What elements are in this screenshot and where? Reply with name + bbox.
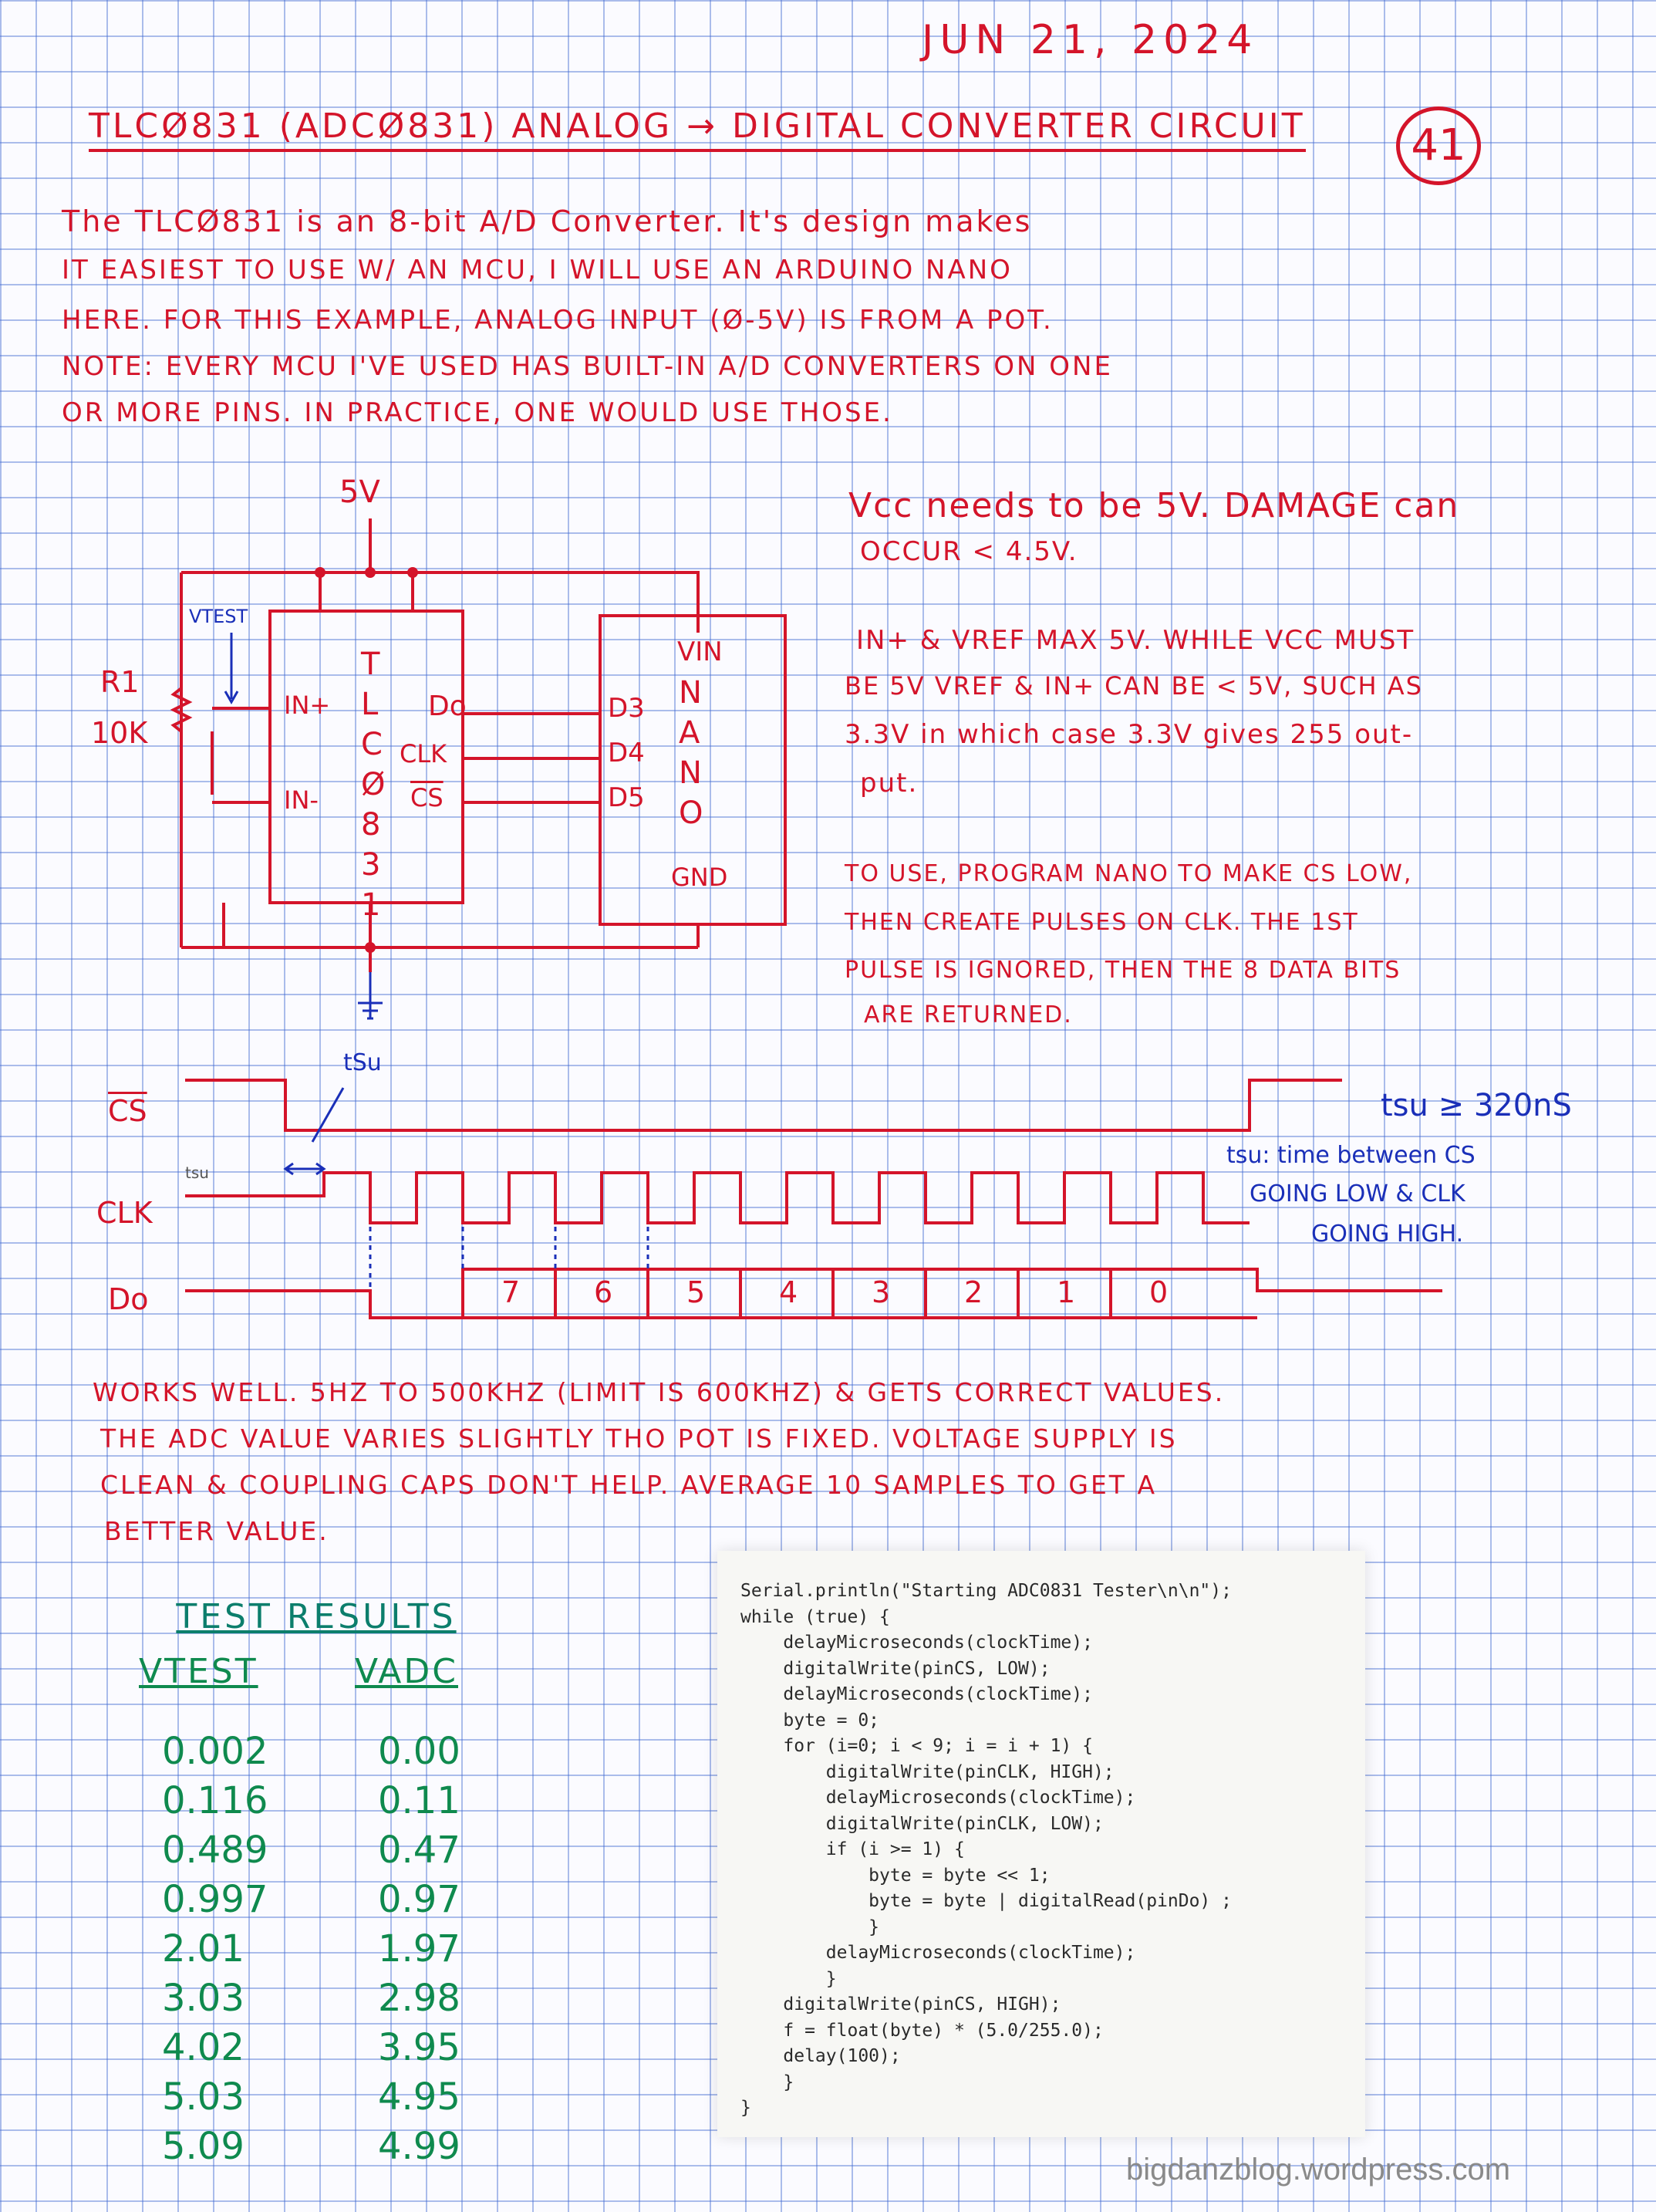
chip-letter: 3 [361,847,381,883]
conclusion-line: BETTER VALUE. [104,1516,329,1546]
clk-signal-label: CLK [96,1196,153,1230]
note-vcc-line: OCCUR < 4.5V. [860,536,1078,567]
code-line: if (i >= 1) { [740,1839,965,1859]
vtest-cell: 0.002 [162,1730,268,1773]
chip-letter: T [361,647,380,682]
note-use-line: TO USE, PROGRAM NANO TO MAKE CS LOW, [845,860,1413,887]
intro-line: HERE. FOR THIS EXAMPLE, ANALOG INPUT (Ø-5V) IS FROM A POT. [62,305,1054,336]
vadc-cell: 1.97 [378,1927,460,1971]
table-row [116,2026,548,2075]
adc-do-label: Do [428,691,467,722]
results-heading: TEST RESULTS [176,1597,457,1636]
clk-waveform [185,1173,1250,1223]
code-line: digitalWrite(pinCS, HIGH); [740,1994,1061,2014]
code-line: while (true) { [740,1606,890,1627]
conclusion-line: CLEAN & COUPLING CAPS DON'T HELP. AVERAGE 10 SAMPLES TO GET A [100,1470,1158,1500]
note-vcc-line: Vcc needs to be 5V. DAMAGE can [848,486,1460,525]
vtest-cell: 0.116 [162,1779,268,1822]
do-bit: 3 [872,1275,891,1309]
nano-letter: N [679,675,702,711]
tsu-desc-line: tsu: time between CS [1226,1142,1476,1169]
timing-diagram [0,1057,1465,1335]
adc-cs-label: $\overline{CS}$ [410,783,444,812]
r1-name: R1 [100,665,140,699]
vtest-cell: 2.01 [162,1927,245,1971]
code-line: digitalWrite(pinCLK, HIGH); [740,1761,1115,1782]
code-line: Serial.println("Starting ADC0831 Tester\n\n"); [740,1581,1232,1601]
code-line: delay(100); [740,2046,901,2066]
code-line: byte = byte << 1; [740,1865,1051,1886]
tsu-desc-line: GOING HIGH. [1311,1221,1464,1248]
adc-in-minus-label: IN- [284,785,319,815]
table-row [116,2075,548,2125]
nano-d3-label: D3 [608,693,645,724]
do-waveform [185,1269,1442,1318]
adc-clk-label: CLK [400,739,447,768]
cs-waveform [185,1080,1342,1130]
code-printout [717,1551,1365,2137]
nano-letter: A [679,715,700,751]
tsu-spec: tsu ≥ 320nS [1381,1088,1572,1123]
vtest-label: VTEST [189,606,248,627]
conclusion-line: THE ADC VALUE VARIES SLIGHTLY THO POT IS FIXED. VOLTAGE SUPPLY IS [100,1423,1178,1454]
supply-5v-label: 5V [339,474,380,510]
do-signal-label: Do [108,1282,149,1316]
vadc-cell: 0.47 [378,1829,460,1872]
cs-signal-label: $\overline{CS}$ [108,1094,147,1128]
note-vref-line: 3.3V in which case 3.3V gives 255 out- [845,719,1414,750]
vtest-cell: 5.03 [162,2075,245,2119]
vadc-cell: 0.00 [378,1730,460,1773]
code-line: delayMicroseconds(clockTime); [740,1684,1093,1704]
vadc-cell: 0.11 [378,1779,460,1822]
table-row [116,1878,548,1927]
table-row [116,1977,548,2026]
code-line: } [740,2098,751,2118]
chip-letter: 1 [361,887,381,923]
table-row [116,1779,548,1829]
adc-chip-label [361,644,392,925]
code-line: delayMicroseconds(clockTime); [740,1943,1136,1963]
r1-value: 10K [91,716,148,750]
code-line: for (i=0; i < 9; i = i + 1) { [740,1736,1093,1756]
vadc-cell: 4.99 [378,2125,460,2168]
nano-gnd-label: GND [671,863,728,892]
note-use-line: ARE RETURNED. [864,1001,1073,1028]
vtest-cell: 0.489 [162,1829,268,1872]
code-line: byte = 0; [740,1710,880,1731]
conclusion-line: WORKS WELL. 5HZ TO 500KHZ (LIMIT IS 600KHZ) & GETS CORRECT VALUES. [93,1377,1226,1407]
intro-line: The TLCØ831 is an 8-bit A/D Converter. It's design makes [62,204,1033,238]
vadc-column-header: VADC [355,1652,458,1691]
nano-letter: N [679,755,702,791]
table-row [116,1730,548,1779]
chip-letter: 8 [361,807,381,843]
tsu-small-label: tsu [185,1163,209,1182]
nano-vin-label: VIN [677,637,723,667]
do-bit: 2 [964,1275,983,1309]
code-line: byte = byte | digitalRead(pinDo) ; [740,1891,1232,1911]
note-vref-line: BE 5V VREF & IN+ CAN BE < 5V, SUCH AS [845,671,1423,701]
page-number: 41 [1396,106,1481,185]
page-date: JUN 21, 2024 [922,17,1259,63]
vtest-cell: 4.02 [162,2026,245,2069]
page-title: TLCØ831 (ADCØ831) ANALOG → DIGITAL CONVERTER CIRCUIT [89,106,1306,152]
code-line: digitalWrite(pinCLK, LOW); [740,1813,1104,1834]
nano-d4-label: D4 [608,738,645,768]
vtest-cell: 0.997 [162,1878,268,1921]
vadc-cell: 4.95 [378,2075,460,2119]
vadc-cell: 0.97 [378,1878,460,1921]
table-row [116,1829,548,1878]
adc-in-plus-label: IN+ [284,691,331,720]
do-bit: 7 [501,1275,521,1309]
chip-letter: C [361,727,383,762]
tsu-desc-line: GOING LOW & CLK [1250,1180,1465,1207]
note-use-line: PULSE IS IGNORED, THEN THE 8 DATA BITS [845,957,1401,984]
note-use-line: THEN CREATE PULSES ON CLK. THE 1ST [845,909,1359,936]
chip-letter: L [361,687,379,722]
code-line: digitalWrite(pinCS, LOW); [740,1658,1051,1679]
chip-letter: Ø [361,767,386,802]
do-bit: 0 [1149,1275,1169,1309]
code-line: delayMicroseconds(clockTime); [740,1633,1093,1653]
table-row [116,2125,548,2174]
nano-d5-label: D5 [608,782,645,813]
vtest-column-header: VTEST [139,1652,258,1691]
do-bit: 6 [594,1275,613,1309]
results-column-headers [116,1652,548,1691]
intro-line: IT EASIEST TO USE W/ AN MCU, I WILL USE AN ARDUINO NANO [62,255,1013,285]
do-bit: 1 [1057,1275,1076,1309]
intro-line: OR MORE PINS. IN PRACTICE, ONE WOULD USE THOSE. [62,397,893,428]
nano-letter: O [679,795,703,831]
vadc-cell: 3.95 [378,2026,460,2069]
code-line: } [740,2072,794,2092]
note-vref-line: put. [860,768,919,799]
watermark: bigdanzblog.wordpress.com [1126,2153,1511,2187]
vadc-cell: 2.98 [378,1977,460,2020]
do-bit: 4 [779,1275,798,1309]
tsu-label: tSu [343,1049,382,1076]
test-results-table [116,1597,548,2174]
note-vref-line: IN+ & VREF MAX 5V. WHILE VCC MUST [856,625,1415,656]
nano-board-label [679,673,710,833]
code-line: f = float(byte) * (5.0/255.0); [740,2020,1104,2041]
vtest-cell: 5.09 [162,2125,245,2168]
table-row [116,1927,548,1977]
vtest-cell: 3.03 [162,1977,245,2020]
do-bit: 5 [686,1275,706,1309]
code-line: } [740,1917,880,1937]
code-line: } [740,1968,837,1989]
code-line: delayMicroseconds(clockTime); [740,1788,1136,1808]
intro-line: NOTE: EVERY MCU I'VE USED HAS BUILT-IN A/D CONVERTERS ON ONE [62,351,1113,382]
